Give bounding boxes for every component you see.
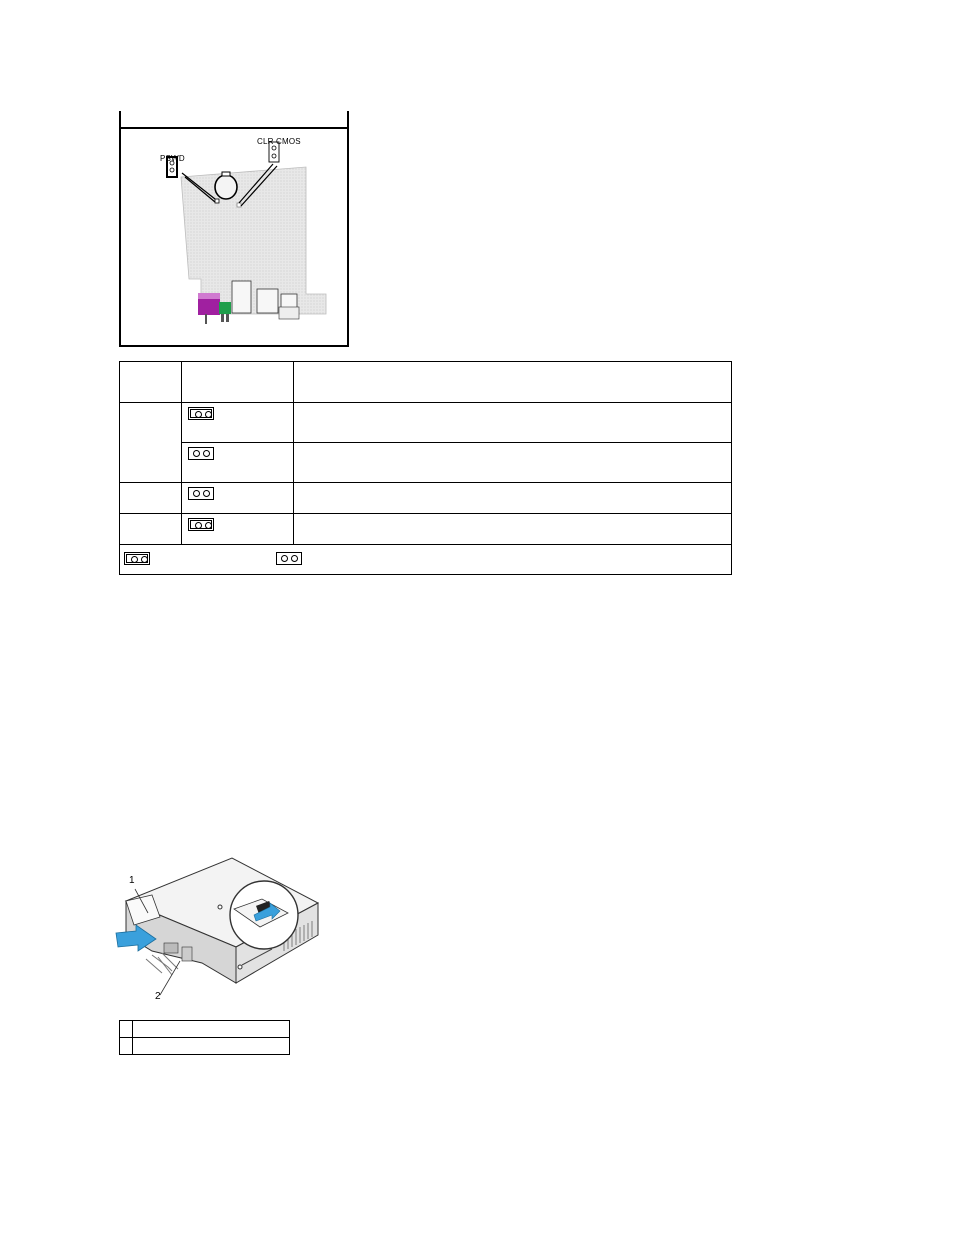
battery-icon <box>215 175 237 199</box>
legend-row <box>120 545 732 575</box>
description-cell <box>294 483 732 514</box>
green-port <box>219 302 231 314</box>
table-row <box>120 483 732 514</box>
header-cell <box>294 362 732 403</box>
callout-table <box>119 1020 290 1055</box>
clr-cmos-label: CLR CMOS <box>257 137 301 146</box>
table-header-row <box>120 362 732 403</box>
cover-removal-figure <box>112 855 327 1010</box>
jumper-settings-table <box>119 361 732 575</box>
callout-2: 2 <box>155 991 161 1002</box>
jumper-installed-icon <box>188 518 214 531</box>
system-board-figure <box>119 111 349 347</box>
description-cell <box>294 403 732 443</box>
callout-text-cell <box>133 1038 290 1055</box>
jumper-name-cell <box>120 514 182 545</box>
callout-text-cell <box>133 1021 290 1038</box>
jumper-removed-icon <box>188 487 214 500</box>
header-cell <box>120 362 182 403</box>
table-row <box>120 443 732 483</box>
setting-cell <box>182 403 294 443</box>
jumper-installed-icon <box>124 552 150 565</box>
callout-number-cell <box>120 1021 133 1038</box>
table-row <box>120 1038 290 1055</box>
callout-number-cell <box>120 1038 133 1055</box>
setting-cell <box>182 443 294 483</box>
setting-cell <box>182 514 294 545</box>
jumper-name-cell <box>120 483 182 514</box>
legend-cell <box>120 545 732 575</box>
jumper-removed-icon <box>188 447 214 460</box>
table-row <box>120 403 732 443</box>
jumper-removed-icon <box>276 552 302 565</box>
jumper-installed-icon <box>188 407 214 420</box>
callout-1: 1 <box>129 875 135 886</box>
pswd-label: PSWD <box>160 154 185 163</box>
system-board-drawing <box>121 129 347 345</box>
jumper-name-cell <box>120 403 182 483</box>
computer-drawing <box>112 855 327 1005</box>
table-row <box>120 514 732 545</box>
table-row <box>120 1021 290 1038</box>
description-cell <box>294 514 732 545</box>
header-cell <box>182 362 294 403</box>
setting-cell <box>182 483 294 514</box>
description-cell <box>294 443 732 483</box>
